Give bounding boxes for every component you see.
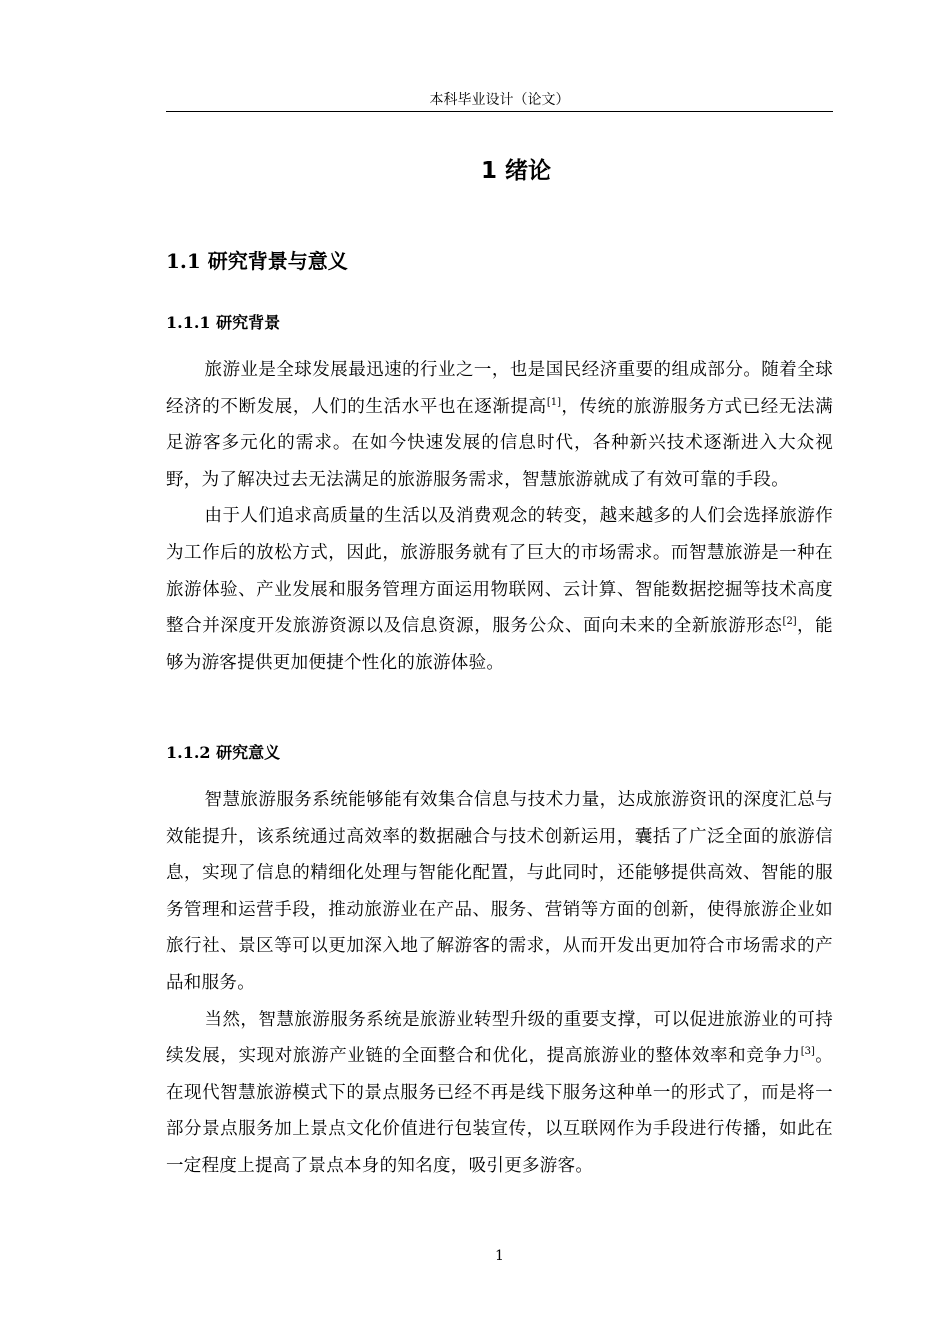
section-heading-1-1-1: 1.1.1 研究背景 (166, 313, 281, 332)
paragraph (166, 352, 833, 498)
paragraph (166, 1002, 833, 1185)
section-heading-1-1: 1.1 研究背景与意义 (166, 249, 348, 273)
paragraph-text: 。在现代智慧旅游模式下的景点服务已经不再是线下服务这种单一的形式了，而是将一部分景点服务加上景点文化价值进行包装宣传，以互联网作为手段进行传播，如此在一定程度上提高了景点本身的知名度，吸引更多游客。 (166, 1046, 833, 1176)
section-heading-1-1-2: 1.1.2 研究意义 (166, 743, 281, 762)
running-header: 本科毕业设计（论文） (429, 92, 570, 108)
header-rule (166, 111, 833, 112)
paragraph-text: 由于人们追求高质量的生活以及消费观念的转变，越来越多的人们会选择旅游作为工作后的放松方式，因此，旅游服务就有了巨大的市场需求。而智慧旅游是一种在旅游体验、产业发展和服务管理方面运用物联网、云计算、智能数据挖掘等技术高度整合并深度开发旅游资源以及信息资源，服务公众、面向未来的全新旅游形态 (166, 506, 833, 637)
paragraph-text: 旅游业是全球发展最迅速的行业之一，也是国民经济重要的组成部分。随着全球经济的不断发展，人们的生活水平也在逐渐提高 (166, 360, 833, 417)
chapter-title: 1 绪论 (480, 158, 551, 184)
citation-ref: [3] (800, 1046, 815, 1058)
paragraph-text: ，传统的旅游服务方式已经无法满足游客多元化的需求。在如今快速发展的信息时代，各种新兴技术逐渐进入大众视野，为了解决过去无法满足的旅游服务需求，智慧旅游就成了有效可靠的手段。 (166, 396, 833, 490)
section-1-1-1-body (166, 352, 833, 681)
section-1-1-2-body (166, 782, 833, 1185)
page-number: 1 (495, 1248, 504, 1264)
paragraph-text: 当然，智慧旅游服务系统是旅游业转型升级的重要支撑，可以促进旅游业的可持续发展，实现对旅游产业链的全面整合和优化，提高旅游业的整体效率和竞争力 (166, 1009, 833, 1067)
paragraph: 智慧旅游服务系统能够能有效集合信息与技术力量，达成旅游资讯的深度汇总与效能提升，该系统通过高效率的数据融合与技术创新运用，囊括了广泛全面的旅游信息，实现了信息的精细化处理与智能化配置，与此同时，还能够提供高效、智能的服务管理和运营手段，推动旅游业在产品、服务、营销等方面的创新，使得旅游企业如旅行社、景区等可以更加深入地了解游客的需求，从而开发出更加符合市场需求的产品和服务。 (166, 790, 833, 993)
citation-ref: [2] (782, 616, 797, 628)
paragraph (166, 498, 833, 681)
paragraph-text: ，能够为游客提供更加便捷个性化的旅游体验。 (166, 616, 833, 673)
citation-ref: [1] (546, 396, 561, 408)
